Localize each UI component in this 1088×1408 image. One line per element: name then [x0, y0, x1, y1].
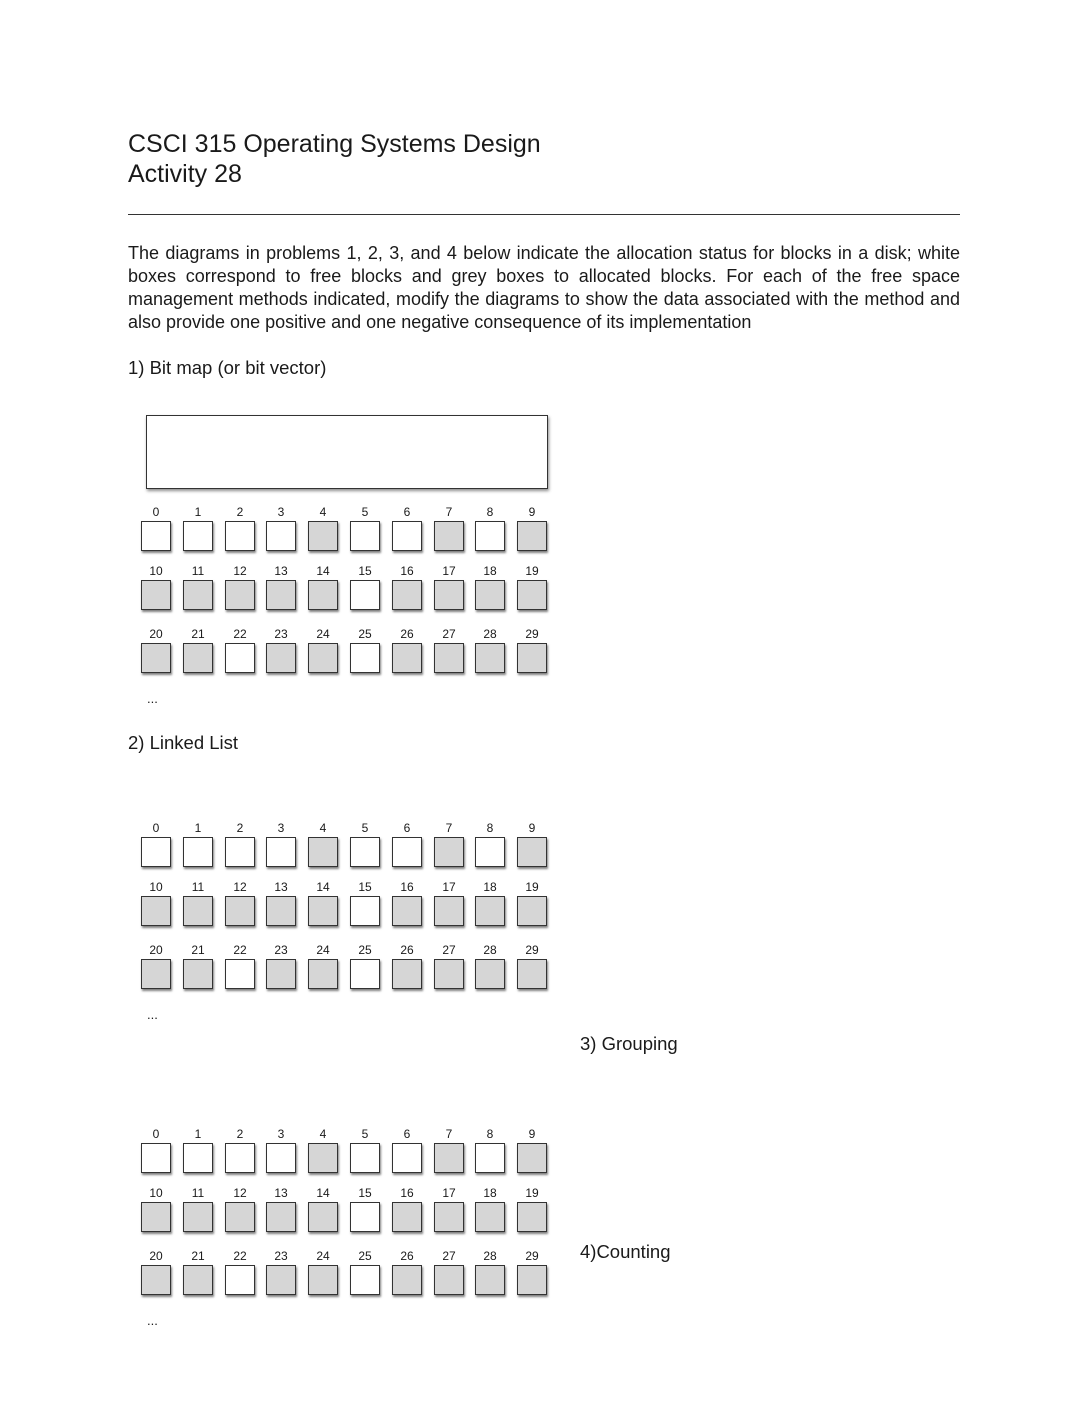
free-block[interactable]: [475, 1143, 505, 1173]
allocated-block[interactable]: [517, 580, 547, 610]
allocated-block[interactable]: [517, 643, 547, 673]
block-number: 26: [400, 627, 414, 641]
block-row: [141, 564, 551, 616]
block-number: 10: [149, 880, 163, 894]
disk-block: [141, 880, 171, 932]
disk-block: [266, 505, 296, 557]
block-number: 18: [483, 564, 497, 578]
disk-block: [517, 627, 547, 679]
problem-4-heading: 4)Counting: [580, 1241, 671, 1262]
block-number: 12: [233, 1186, 247, 1200]
block-number: 8: [486, 1127, 494, 1141]
block-row: [141, 943, 551, 995]
problem-1-heading: 1) Bit map (or bit vector): [128, 357, 327, 378]
free-block[interactable]: [350, 521, 380, 551]
allocated-block[interactable]: [475, 959, 505, 989]
disk-block: [141, 1249, 171, 1301]
disk-block: [475, 1186, 505, 1238]
disk-block: [183, 943, 213, 995]
free-block[interactable]: [350, 1265, 380, 1295]
allocated-block[interactable]: [434, 643, 464, 673]
free-block[interactable]: [183, 837, 213, 867]
block-number: 4: [319, 821, 327, 835]
block-number: 20: [149, 1249, 163, 1263]
block-number: 27: [442, 627, 456, 641]
block-number: 5: [361, 1127, 369, 1141]
disk-block: [517, 1249, 547, 1301]
block-number: 24: [316, 627, 330, 641]
block-number: 13: [274, 1186, 288, 1200]
disk-block: [434, 943, 464, 995]
block-row: [141, 505, 551, 557]
allocated-block[interactable]: [141, 1265, 171, 1295]
free-block[interactable]: [266, 837, 296, 867]
block-number: 4: [319, 505, 327, 519]
block-number: 9: [528, 505, 536, 519]
free-block[interactable]: [475, 837, 505, 867]
block-number: 29: [525, 1249, 539, 1263]
disk-block: [392, 880, 422, 932]
block-number: 8: [486, 821, 494, 835]
problem-2-heading: 2) Linked List: [128, 732, 239, 753]
block-number: 12: [233, 564, 247, 578]
block-row: [141, 880, 551, 932]
disk-block: [350, 564, 380, 616]
disk-block: [392, 943, 422, 995]
block-number: 26: [400, 943, 414, 957]
free-block[interactable]: [225, 521, 255, 551]
allocated-block[interactable]: [308, 643, 338, 673]
disk-block: [266, 880, 296, 932]
block-number: 23: [274, 943, 288, 957]
free-block[interactable]: [475, 521, 505, 551]
disk-block: [308, 880, 338, 932]
block-number: 11: [191, 880, 205, 894]
block-number: 29: [525, 627, 539, 641]
block-number: 16: [400, 880, 414, 894]
activity-title: Activity 28: [128, 160, 242, 188]
block-number: 12: [233, 880, 247, 894]
block-number: 19: [525, 564, 539, 578]
block-number: 6: [403, 821, 411, 835]
free-block[interactable]: [225, 1265, 255, 1295]
disk-block: [434, 880, 464, 932]
block-number: 26: [400, 1249, 414, 1263]
grid-3-ellipsis: ...: [147, 1313, 158, 1328]
free-block[interactable]: [225, 643, 255, 673]
allocated-block[interactable]: [308, 521, 338, 551]
block-number: 25: [358, 1249, 372, 1263]
block-number: 0: [152, 821, 160, 835]
free-block[interactable]: [392, 1143, 422, 1173]
allocated-block[interactable]: [308, 959, 338, 989]
disk-block: [475, 564, 505, 616]
disk-block: [308, 821, 338, 873]
block-number: 28: [483, 627, 497, 641]
allocated-block[interactable]: [266, 1202, 296, 1232]
allocated-block[interactable]: [266, 643, 296, 673]
allocated-block[interactable]: [434, 959, 464, 989]
disk-block: [308, 505, 338, 557]
block-row: [141, 1127, 551, 1179]
block-number: 17: [442, 1186, 456, 1200]
block-number: 10: [149, 564, 163, 578]
disk-block: [434, 564, 464, 616]
free-block[interactable]: [225, 837, 255, 867]
disk-block: [350, 627, 380, 679]
block-number: 14: [316, 1186, 330, 1200]
disk-block: [392, 1249, 422, 1301]
disk-block: [308, 943, 338, 995]
allocated-block[interactable]: [434, 837, 464, 867]
disk-block: [183, 1127, 213, 1179]
block-number: 7: [445, 821, 453, 835]
block-number: 17: [442, 880, 456, 894]
free-block[interactable]: [392, 521, 422, 551]
disk-block: [141, 1127, 171, 1179]
allocated-block[interactable]: [434, 896, 464, 926]
problem-3-heading: 3) Grouping: [580, 1033, 678, 1054]
free-block[interactable]: [350, 1143, 380, 1173]
allocated-block[interactable]: [434, 1265, 464, 1295]
disk-block: [183, 627, 213, 679]
document-title: [128, 129, 541, 189]
allocated-block[interactable]: [308, 1265, 338, 1295]
allocated-block[interactable]: [475, 896, 505, 926]
block-number: 23: [274, 627, 288, 641]
block-number: 24: [316, 943, 330, 957]
block-number: 13: [274, 880, 288, 894]
disk-block: [183, 880, 213, 932]
allocated-block[interactable]: [392, 1202, 422, 1232]
disk-block: [475, 880, 505, 932]
block-number: 28: [483, 1249, 497, 1263]
disk-block: [266, 1127, 296, 1179]
block-number: 15: [358, 564, 372, 578]
disk-block: [392, 627, 422, 679]
block-number: 0: [152, 505, 160, 519]
block-number: 21: [191, 943, 205, 957]
allocated-block[interactable]: [308, 1202, 338, 1232]
disk-block: [308, 1186, 338, 1238]
free-block[interactable]: [392, 837, 422, 867]
allocated-block[interactable]: [141, 1202, 171, 1232]
free-block[interactable]: [141, 1143, 171, 1173]
allocated-block[interactable]: [434, 521, 464, 551]
block-number: 2: [236, 505, 244, 519]
disk-block: [350, 1249, 380, 1301]
disk-block: [475, 627, 505, 679]
disk-block: [475, 505, 505, 557]
block-number: 27: [442, 1249, 456, 1263]
disk-block: [517, 943, 547, 995]
disk-block: [183, 1249, 213, 1301]
block-number: 4: [319, 1127, 327, 1141]
block-number: 20: [149, 943, 163, 957]
block-number: 21: [191, 627, 205, 641]
allocated-block[interactable]: [225, 1202, 255, 1232]
block-row: [141, 821, 551, 873]
disk-block: [308, 564, 338, 616]
block-number: 18: [483, 880, 497, 894]
disk-block: [266, 564, 296, 616]
allocated-block[interactable]: [392, 1265, 422, 1295]
allocated-block[interactable]: [434, 1202, 464, 1232]
block-row: [141, 627, 551, 679]
block-number: 7: [445, 505, 453, 519]
title-divider: [128, 214, 960, 215]
allocated-block[interactable]: [392, 959, 422, 989]
block-number: 19: [525, 1186, 539, 1200]
allocated-block[interactable]: [392, 580, 422, 610]
block-row: [141, 1249, 551, 1301]
block-number: 1: [194, 821, 202, 835]
disk-block: [225, 880, 255, 932]
block-number: 9: [528, 1127, 536, 1141]
allocated-block[interactable]: [183, 896, 213, 926]
block-number: 22: [233, 1249, 247, 1263]
disk-block: [517, 880, 547, 932]
block-number: 22: [233, 627, 247, 641]
disk-block: [266, 627, 296, 679]
disk-block: [434, 821, 464, 873]
block-number: 24: [316, 1249, 330, 1263]
disk-block: [183, 821, 213, 873]
allocated-block[interactable]: [517, 896, 547, 926]
block-number: 16: [400, 1186, 414, 1200]
disk-block: [141, 505, 171, 557]
disk-block: [434, 1186, 464, 1238]
disk-block: [517, 564, 547, 616]
disk-block: [308, 627, 338, 679]
allocated-block[interactable]: [475, 1265, 505, 1295]
block-number: 15: [358, 880, 372, 894]
disk-block: [225, 627, 255, 679]
allocated-block[interactable]: [183, 1202, 213, 1232]
block-number: 0: [152, 1127, 160, 1141]
disk-block: [266, 943, 296, 995]
free-block[interactable]: [350, 643, 380, 673]
block-number: 9: [528, 821, 536, 835]
allocated-block[interactable]: [517, 1202, 547, 1232]
disk-block: [266, 1186, 296, 1238]
allocated-block[interactable]: [308, 1143, 338, 1173]
disk-block: [392, 1127, 422, 1179]
allocated-block[interactable]: [517, 837, 547, 867]
allocated-block[interactable]: [141, 896, 171, 926]
disk-block: [225, 564, 255, 616]
allocated-block[interactable]: [225, 580, 255, 610]
block-number: 21: [191, 1249, 205, 1263]
block-number: 7: [445, 1127, 453, 1141]
block-number: 3: [277, 821, 285, 835]
disk-block: [141, 821, 171, 873]
disk-block: [392, 1186, 422, 1238]
free-block[interactable]: [350, 837, 380, 867]
block-number: 5: [361, 505, 369, 519]
allocated-block[interactable]: [266, 959, 296, 989]
disk-block: [475, 821, 505, 873]
bitmap-answer-box[interactable]: [146, 415, 548, 489]
allocated-block[interactable]: [183, 959, 213, 989]
allocated-block[interactable]: [308, 896, 338, 926]
allocated-block[interactable]: [517, 959, 547, 989]
disk-block: [225, 1186, 255, 1238]
block-number: 20: [149, 627, 163, 641]
disk-block: [141, 1186, 171, 1238]
disk-block: [475, 943, 505, 995]
allocated-block[interactable]: [475, 643, 505, 673]
block-number: 8: [486, 505, 494, 519]
block-number: 17: [442, 564, 456, 578]
disk-block: [434, 1127, 464, 1179]
allocated-block[interactable]: [183, 1265, 213, 1295]
allocated-block[interactable]: [392, 643, 422, 673]
disk-block: [308, 1127, 338, 1179]
block-number: 19: [525, 880, 539, 894]
disk-block: [434, 505, 464, 557]
allocated-block[interactable]: [434, 1143, 464, 1173]
block-number: 2: [236, 821, 244, 835]
block-number: 11: [191, 564, 205, 578]
free-block[interactable]: [183, 1143, 213, 1173]
block-number: 5: [361, 821, 369, 835]
allocated-block[interactable]: [517, 521, 547, 551]
block-number: 18: [483, 1186, 497, 1200]
block-number: 22: [233, 943, 247, 957]
free-block[interactable]: [350, 1202, 380, 1232]
disk-block: [225, 1249, 255, 1301]
allocated-block[interactable]: [475, 580, 505, 610]
allocated-block[interactable]: [434, 580, 464, 610]
course-title: CSCI 315 Operating Systems Design: [128, 130, 541, 158]
allocated-block[interactable]: [225, 896, 255, 926]
allocated-block[interactable]: [183, 643, 213, 673]
disk-block: [517, 1127, 547, 1179]
block-number: 3: [277, 505, 285, 519]
allocated-block[interactable]: [141, 959, 171, 989]
block-number: 6: [403, 505, 411, 519]
allocated-block[interactable]: [141, 643, 171, 673]
allocated-block[interactable]: [517, 1143, 547, 1173]
disk-block: [517, 1186, 547, 1238]
block-number: 14: [316, 564, 330, 578]
block-number: 25: [358, 627, 372, 641]
allocated-block[interactable]: [266, 580, 296, 610]
block-number: 27: [442, 943, 456, 957]
disk-block: [475, 1127, 505, 1179]
instructions-paragraph: The diagrams in problems 1, 2, 3, and 4 below indicate the allocation status for blocks in a disk; white boxes correspond to free blocks and grey boxes to allocated blocks. For each of the free space management methods indicated, modify the diagrams to show the data associated with the method and also provide one positive and one negative consequence of its implementation: [128, 243, 960, 332]
allocated-block[interactable]: [141, 580, 171, 610]
free-block[interactable]: [183, 521, 213, 551]
disk-block: [350, 505, 380, 557]
disk-block: [141, 564, 171, 616]
disk-block: [183, 564, 213, 616]
disk-block: [225, 821, 255, 873]
disk-block: [392, 821, 422, 873]
free-block[interactable]: [350, 896, 380, 926]
free-block[interactable]: [225, 1143, 255, 1173]
disk-block: [392, 505, 422, 557]
block-number: 14: [316, 880, 330, 894]
disk-block: [141, 627, 171, 679]
disk-block: [350, 943, 380, 995]
disk-block: [266, 821, 296, 873]
block-number: 10: [149, 1186, 163, 1200]
block-number: 3: [277, 1127, 285, 1141]
block-number: 13: [274, 564, 288, 578]
disk-block: [183, 1186, 213, 1238]
disk-block: [225, 1127, 255, 1179]
block-number: 11: [191, 1186, 205, 1200]
disk-block: [517, 821, 547, 873]
grid-2-ellipsis: ...: [147, 1007, 158, 1022]
free-block[interactable]: [141, 521, 171, 551]
disk-block: [266, 1249, 296, 1301]
allocated-block[interactable]: [475, 1202, 505, 1232]
disk-block: [308, 1249, 338, 1301]
disk-block: [434, 1249, 464, 1301]
allocated-block[interactable]: [308, 837, 338, 867]
allocated-block[interactable]: [183, 580, 213, 610]
disk-block: [350, 1127, 380, 1179]
block-row: [141, 1186, 551, 1238]
free-block[interactable]: [350, 580, 380, 610]
block-number: 1: [194, 505, 202, 519]
disk-block: [183, 505, 213, 557]
disk-block: [392, 564, 422, 616]
disk-block: [350, 880, 380, 932]
disk-block: [517, 505, 547, 557]
block-number: 28: [483, 943, 497, 957]
disk-block: [475, 1249, 505, 1301]
block-number: 6: [403, 1127, 411, 1141]
disk-block: [141, 943, 171, 995]
allocated-block[interactable]: [392, 896, 422, 926]
disk-block: [350, 821, 380, 873]
disk-block: [225, 505, 255, 557]
block-number: 15: [358, 1186, 372, 1200]
free-block[interactable]: [266, 1143, 296, 1173]
free-block[interactable]: [225, 959, 255, 989]
block-number: 16: [400, 564, 414, 578]
free-block[interactable]: [350, 959, 380, 989]
grid-1-ellipsis: ...: [147, 691, 158, 706]
free-block[interactable]: [266, 521, 296, 551]
block-number: 29: [525, 943, 539, 957]
block-number: 1: [194, 1127, 202, 1141]
allocated-block[interactable]: [266, 1265, 296, 1295]
allocated-block[interactable]: [517, 1265, 547, 1295]
disk-block: [225, 943, 255, 995]
block-number: 23: [274, 1249, 288, 1263]
block-number: 2: [236, 1127, 244, 1141]
allocated-block[interactable]: [266, 896, 296, 926]
block-number: 25: [358, 943, 372, 957]
disk-block: [350, 1186, 380, 1238]
allocated-block[interactable]: [308, 580, 338, 610]
free-block[interactable]: [141, 837, 171, 867]
disk-block: [434, 627, 464, 679]
